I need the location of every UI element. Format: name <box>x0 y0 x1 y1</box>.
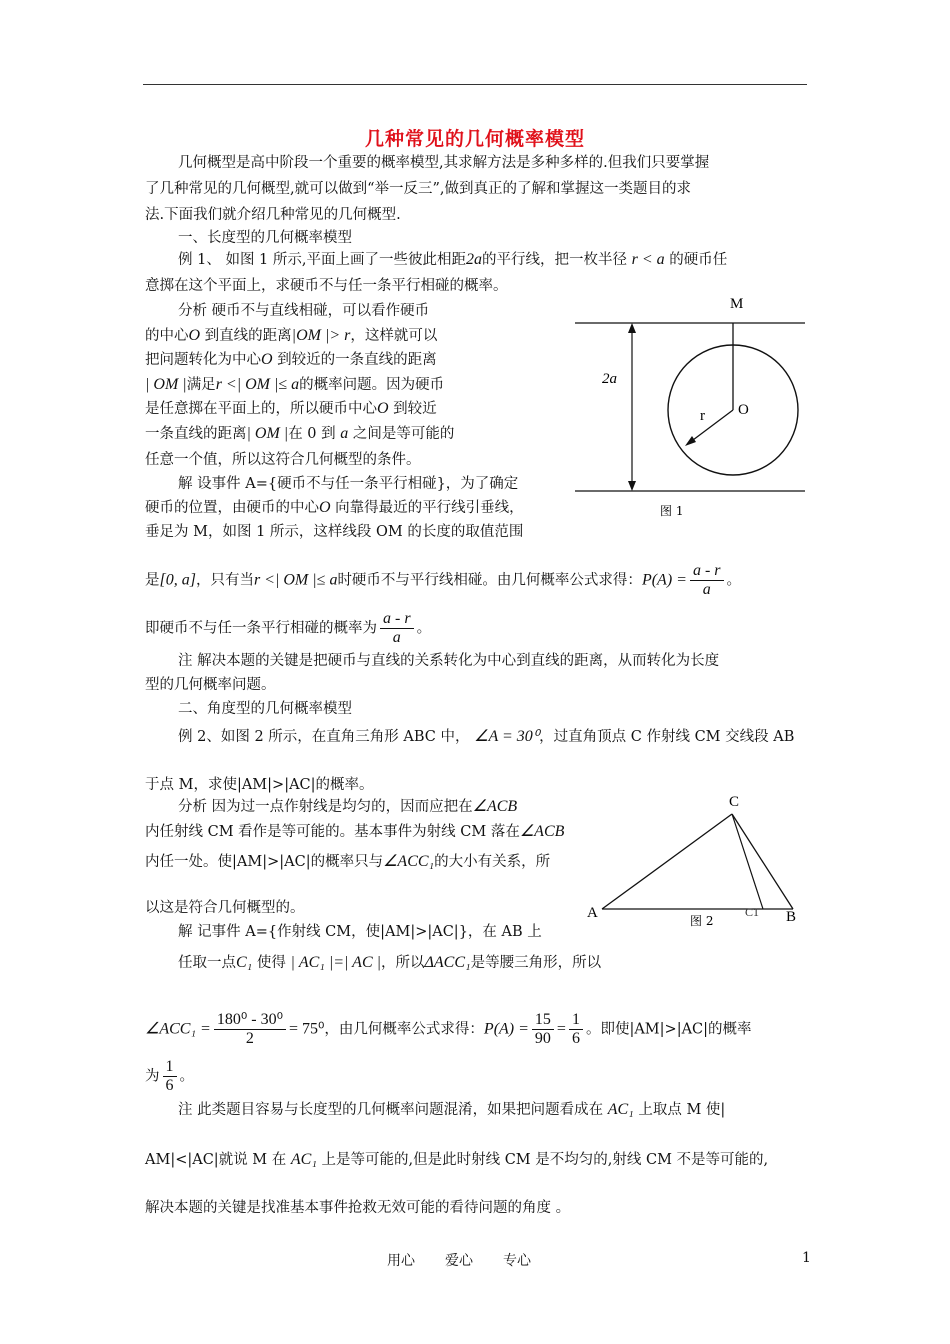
math-ac1-eq-ac: | AC₁ |=| AC | <box>290 954 382 971</box>
page-title: 几种常见的几何概率模型 <box>364 128 585 150</box>
math-om-gt-r: |OM |> r <box>291 327 351 344</box>
text: 。 <box>179 1068 194 1085</box>
text: 在 <box>288 426 303 442</box>
text: 到直线的距离 <box>204 328 292 344</box>
text: 一条直线的距离 <box>145 426 247 442</box>
fraction-denominator: 2 <box>245 1030 254 1047</box>
fig2-side-CB <box>732 814 793 909</box>
fig2-side-AC <box>602 814 732 909</box>
math-AC1: AC₁ <box>607 1101 634 1118</box>
text: ，所以 <box>381 955 425 971</box>
ex1-note-2: 型的几何概率问题。 <box>145 677 276 693</box>
text: AM|<|AC|就说 M 在 <box>145 1152 287 1168</box>
text: 内任射线 CM 看作是等可能的。基本事件为射线 CM 落在 <box>145 824 520 840</box>
ex2-analysis-e <box>145 852 550 872</box>
header-rule <box>143 84 807 85</box>
fig2-ray-CC1 <box>732 814 763 909</box>
ex2-note-1 <box>178 1100 725 1120</box>
ex2-line-b: 于点 M，求使|AM|>|AC|的概率。 <box>145 777 374 793</box>
footer-text: 用心 <box>387 1253 415 1269</box>
text: 的中心 <box>145 328 189 344</box>
page-number: 1 <box>802 1250 811 1266</box>
ex2-analysis-c <box>178 797 517 817</box>
fraction-1-6 <box>163 1058 177 1095</box>
fraction-numerator: 1 <box>569 1011 583 1030</box>
fig1-arrowhead-down <box>628 481 636 491</box>
ex2-note-2 <box>145 1150 768 1170</box>
fraction-angle <box>214 1011 286 1048</box>
math-O: O <box>319 499 331 516</box>
math-r-om-a: r <| OM |≤ a <box>253 571 338 589</box>
ex2-solution-h <box>178 953 601 973</box>
math-C1: C₁ <box>236 954 253 971</box>
ex1-line-a <box>178 250 727 270</box>
fraction-numerator: 1 <box>163 1058 177 1077</box>
fraction-numerator: 180⁰ - 30⁰ <box>214 1011 286 1030</box>
text: 注 此类题目容易与长度型的几何概率问题混淆，如果把问题看成在 <box>178 1102 604 1118</box>
math-angle-lhs: ∠ACC₁ = <box>145 1020 211 1038</box>
text: 。即使|AM|>|AC|的概率 <box>585 1021 752 1038</box>
math-angle-ACB: ∠ACB <box>472 798 518 815</box>
text: 是 <box>145 572 160 589</box>
text: 使得 <box>256 955 286 971</box>
fraction-15-90 <box>532 1011 554 1048</box>
text: 。 <box>416 620 432 637</box>
ex1-solution-n <box>145 610 431 647</box>
fraction-denominator: 6 <box>165 1077 174 1094</box>
math-angle-ACB: ∠ACB <box>519 823 565 840</box>
text: 到较近 <box>393 401 437 417</box>
page-footer <box>387 1250 561 1270</box>
math-AC1: AC₁ <box>290 1151 317 1168</box>
text: 。 <box>726 572 741 589</box>
ex1-analysis-h <box>145 424 454 444</box>
ex1-solution-l: 垂足为 M，如图 1 所示，这样线段 OM 的长度的取值范围 <box>145 524 524 540</box>
math-angle-A: ∠A = 30⁰ <box>474 728 540 745</box>
math-PA: P(A) = <box>483 1020 529 1038</box>
fraction-denominator: a <box>702 581 711 598</box>
text: 是等腰三角形，所以 <box>470 955 602 971</box>
ex2-solution-i <box>145 1011 752 1048</box>
math-O: O <box>377 400 389 417</box>
math-a: a <box>340 425 349 442</box>
math-zero: 0 <box>307 426 317 442</box>
ex1-note-1: 注 解决本题的关键是把硬币与直线的关系转化为中心到直线的距离，从而转化为长度 <box>178 653 720 669</box>
fig1-radius-arrowhead <box>685 436 696 446</box>
ex2-solution-g: 解 记事件 A={作射线 CM，使|AM|>|AC|}，在 AB 上 <box>178 924 542 940</box>
fig1-label-r: r <box>700 408 705 424</box>
text: 的概率问题。因为硬币 <box>299 377 445 393</box>
text: 上取点 M 使| <box>638 1102 726 1118</box>
text: 为 <box>145 1068 160 1085</box>
text: 的大小有关系，所 <box>434 854 551 870</box>
ex2-note-3: 解决本题的关键是找准基本事件抢救无效可能的看待问题的角度 。 <box>145 1200 571 1216</box>
ex2-line-a <box>178 727 794 747</box>
math-O: O <box>261 351 273 368</box>
math-r-lt-a: r < a <box>631 251 665 268</box>
ex2-solution-j <box>145 1058 194 1095</box>
fig1-radius <box>689 410 733 443</box>
text: 时硬币不与平行线相碰。由几何概率公式求得： <box>337 572 642 589</box>
text: 之间是等可能的 <box>352 426 455 442</box>
text: 向靠得最近的平行线引垂线， <box>335 500 524 516</box>
math-2a: 2a <box>466 251 482 268</box>
fig1-label-2a: 2a <box>602 371 617 387</box>
fig2-label-C: C <box>729 794 740 810</box>
figure-2 <box>580 790 810 935</box>
text: ，只有当 <box>195 572 254 589</box>
fig1-label-O: O <box>738 402 749 418</box>
fig1-arrowhead-up <box>628 323 636 333</box>
text: 例 1、 如图 1 所示,平面上画了一些彼此相距 <box>178 252 466 268</box>
fraction-denominator: 90 <box>534 1030 551 1047</box>
section-2-heading: 二、角度型的几何概率模型 <box>178 701 352 717</box>
ex1-solution-m <box>145 562 741 599</box>
figure-1 <box>570 290 810 522</box>
fig1-label-M: M <box>730 296 744 312</box>
text: 是任意掷在平面上的，所以硬币中心 <box>145 401 377 417</box>
intro-line-1: 几何概型是高中阶段一个重要的概率模型,其求解方法是多种多样的.但我们只要掌握 <box>178 155 710 171</box>
math-interval: [0, a] <box>159 571 196 589</box>
fraction-numerator: a - r <box>380 610 414 629</box>
ex1-analysis-d <box>145 326 437 346</box>
math-r-om-a: r <| OM |≤ a <box>215 376 300 393</box>
text: 到较近的一条直线的距离 <box>277 352 437 368</box>
footer-text: 专心 <box>503 1253 531 1269</box>
ex1-solution-k <box>145 498 524 518</box>
text: 的平行线，把一枚半径 <box>482 252 627 268</box>
footer-text: 爱心 <box>445 1253 473 1269</box>
ex1-solution-j: 解 设事件 A={硬币不与任一条平行相碰}，为了确定 <box>178 476 519 492</box>
intro-line-3: 法.下面我们就介绍几种常见的几何概型. <box>145 207 401 223</box>
fig1-caption: 图 1 <box>660 504 684 518</box>
fraction-numerator: 15 <box>532 1011 554 1030</box>
fig2-label-C1: C1 <box>745 905 760 919</box>
ex1-analysis-c: 分析 硬币不与直线相碰，可以看作硬币 <box>178 303 430 319</box>
math-om-abs: | OM | <box>145 376 187 393</box>
ex2-analysis-d <box>145 822 564 842</box>
text: 到 <box>321 426 336 442</box>
text: 任取一点 <box>178 955 236 971</box>
ex1-analysis-i: 任意一个值，所以这符合几何概型的条件。 <box>145 452 421 468</box>
fraction-1-6 <box>569 1011 583 1048</box>
fraction-numerator: a - r <box>690 562 724 581</box>
text: 把问题转化为中心 <box>145 352 261 368</box>
ex1-analysis-e <box>145 350 437 370</box>
text: 满足 <box>186 377 216 393</box>
section-1-heading: 一、长度型的几何概率模型 <box>178 230 352 246</box>
fraction-denominator: 6 <box>571 1030 580 1047</box>
math-angle-rhs: = 75⁰ <box>288 1020 325 1038</box>
math-O: O <box>188 327 201 344</box>
ex2-analysis-f: 以这是符合几何概型的。 <box>145 900 305 916</box>
ex1-line-b: 意掷在这个平面上，求硬币不与任一条平行相碰的概率。 <box>145 278 508 294</box>
text: ，这样就可以 <box>350 328 438 344</box>
fig2-caption: 图 2 <box>690 914 714 928</box>
fraction-denominator: a <box>392 629 401 646</box>
text: ，由几何概率公式求得： <box>324 1021 484 1038</box>
text: ，过直角顶点 C 作射线 CM 交线段 AB <box>539 729 795 745</box>
math-triangle-ACC1: ΔACC₁ <box>424 954 471 971</box>
math-PA: P(A) = <box>641 571 687 589</box>
math-angle-ACC1: ∠ACC₁ <box>383 853 435 870</box>
fig2-label-B: B <box>786 909 797 925</box>
text: 即硬币不与任一条平行相碰的概率为 <box>145 620 377 637</box>
math-equals: = <box>556 1020 566 1038</box>
text: 硬币的位置，由硬币的中心 <box>145 500 319 516</box>
text: 内任一处。使|AM|>|AC|的概率只与 <box>145 854 384 870</box>
ex1-analysis-g <box>145 399 437 419</box>
fig2-label-A: A <box>587 905 598 921</box>
fraction-a-minus-r-over-a <box>380 610 414 647</box>
text: 上是等可能的,但是此时射线 CM 是不均匀的,射线 CM 不是等可能的, <box>321 1152 769 1168</box>
text: 的硬币任 <box>669 252 728 268</box>
ex1-analysis-f <box>145 375 444 395</box>
math-om-abs: | OM | <box>246 425 289 442</box>
fraction-a-minus-r-over-a <box>690 562 724 599</box>
intro-line-2: 了几种常见的几何概型,就可以做到“举一反三”,做到真正的了解和掌握这一类题目的求 <box>145 181 692 197</box>
text: 例 2、如图 2 所示，在直角三角形 ABC 中， <box>178 729 470 745</box>
text: 分析 因为过一点作射线是均匀的，因而应把在 <box>178 799 473 815</box>
